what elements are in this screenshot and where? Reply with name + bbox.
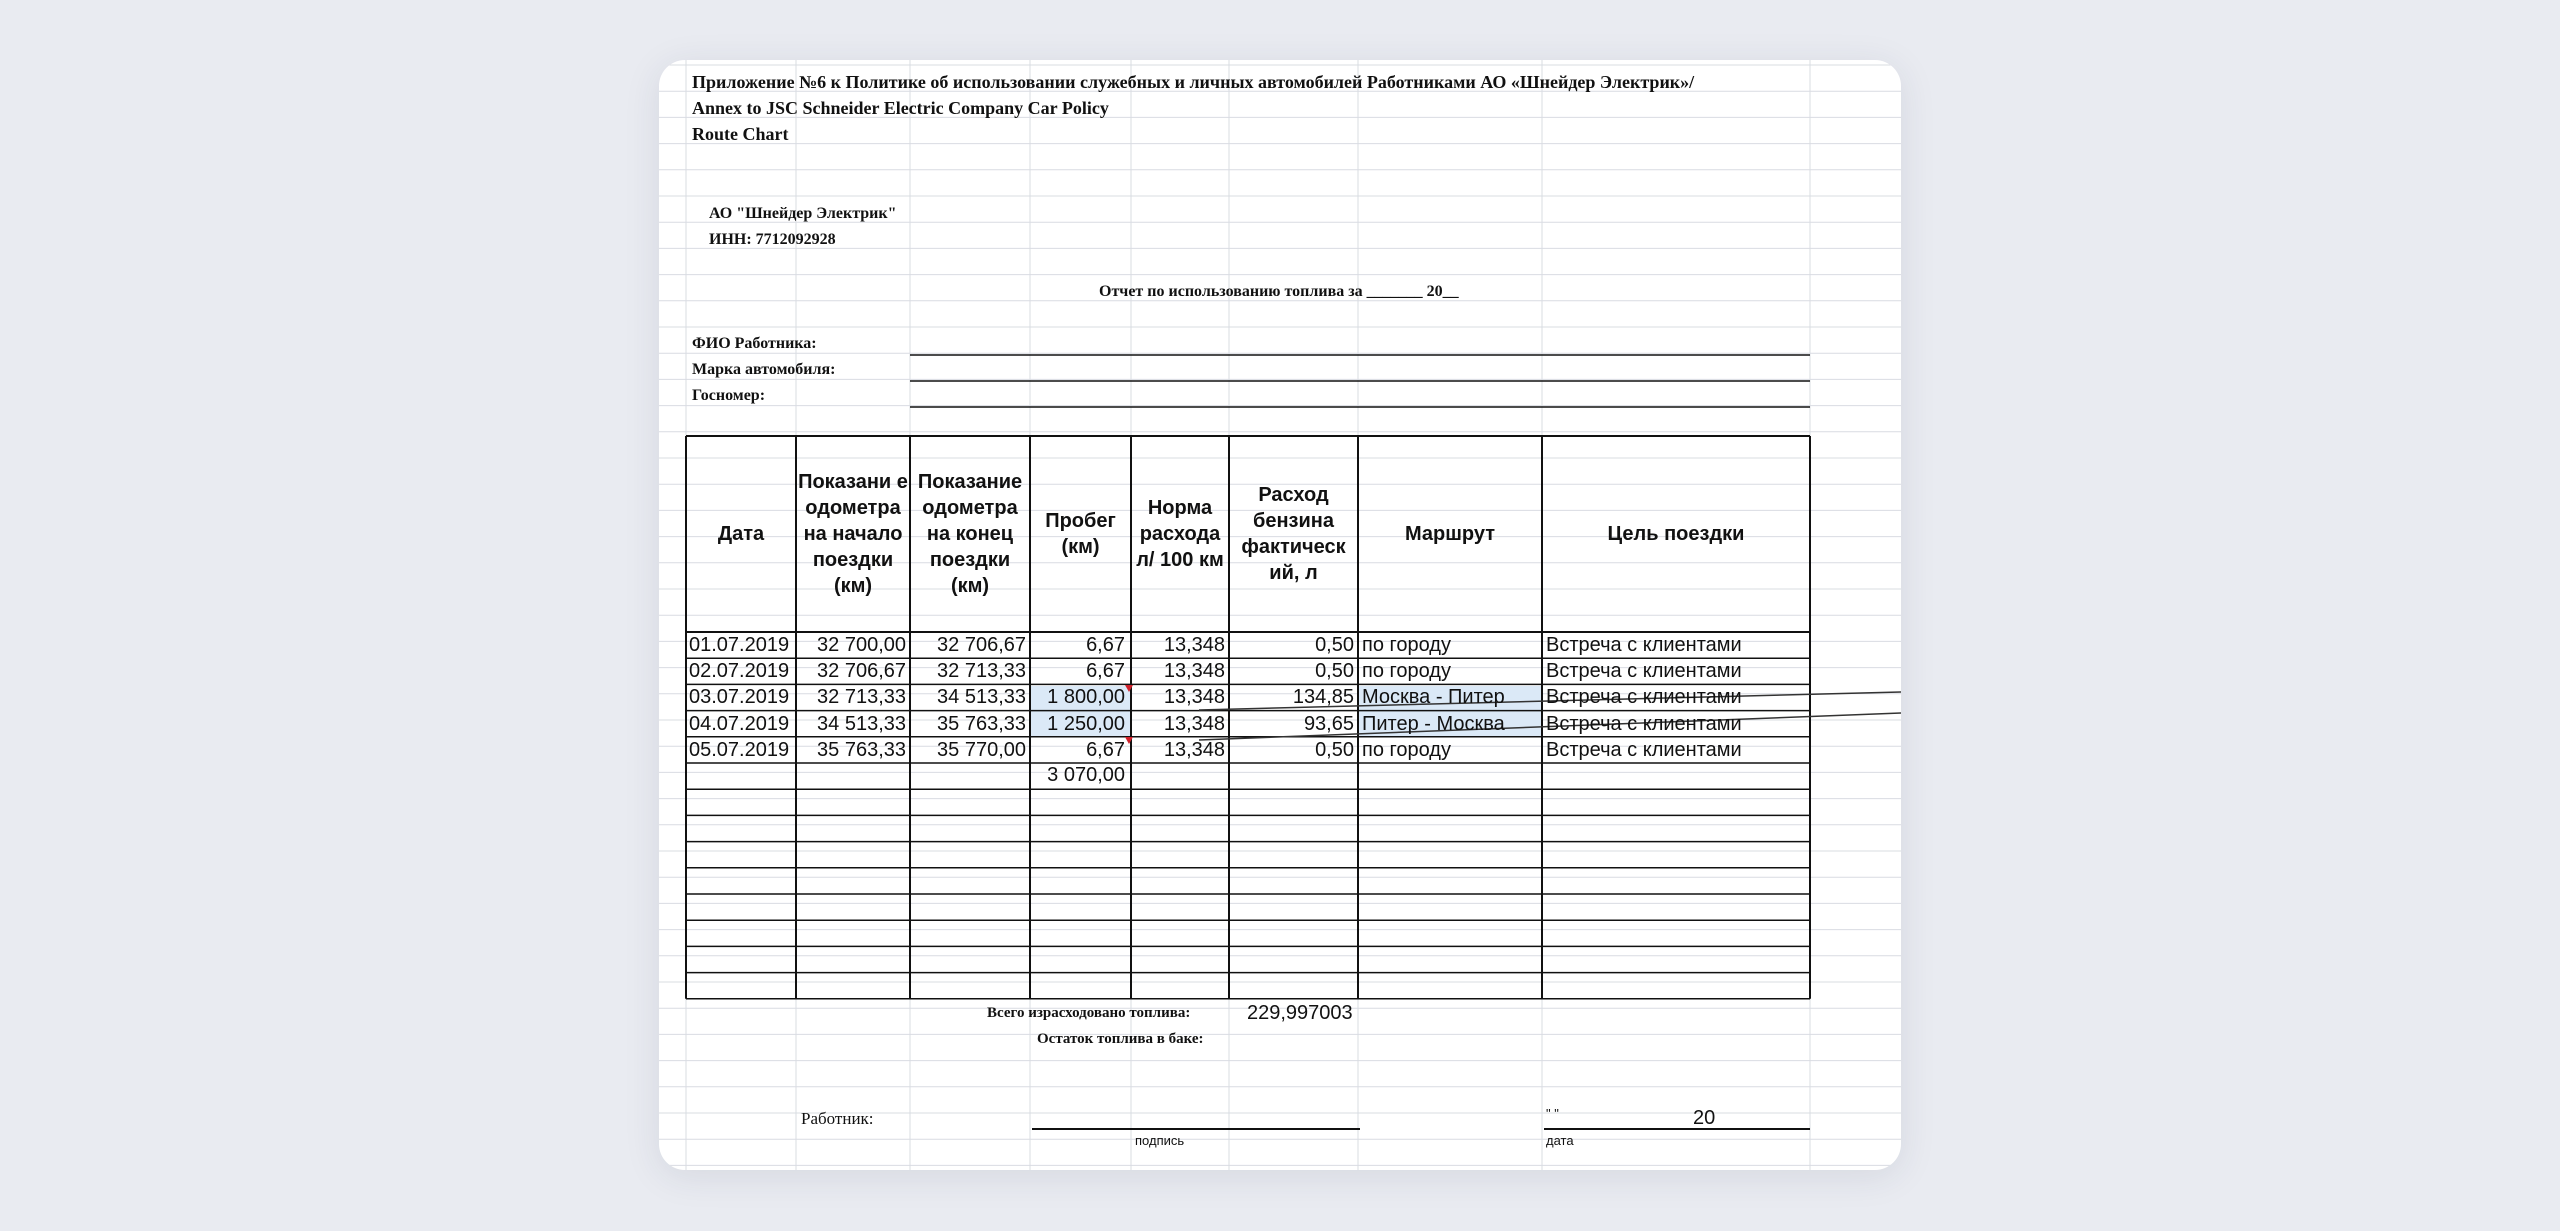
cell-route[interactable]: Москва - Питер: [1362, 686, 1505, 709]
spreadsheet-page: [659, 60, 1901, 1170]
cell-purpose[interactable]: Встреча с клиентами: [1546, 634, 1742, 656]
cell-fuel[interactable]: 0,50: [1315, 634, 1354, 656]
route-chart-title: Route Chart: [692, 124, 789, 144]
cell-date[interactable]: 03.07.2019: [689, 686, 790, 709]
cell-start[interactable]: 32 700,00: [817, 634, 906, 656]
total-mileage: 3 070,00: [1047, 764, 1125, 786]
annex-subtitle: Annex to JSC Schneider Electric Company Car Policy: [692, 98, 1109, 118]
cell-date[interactable]: 04.07.2019: [689, 712, 790, 735]
cell-purpose[interactable]: Встреча с клиентами: [1546, 686, 1742, 709]
plate-label: Госномер:: [692, 387, 766, 404]
fuel-total-value: 229,997003: [1247, 1002, 1353, 1024]
cell-date[interactable]: 01.07.2019: [689, 634, 790, 656]
cell-purpose[interactable]: Встреча с клиентами: [1546, 738, 1742, 761]
col-header-odometer-end: Показание одометра на конец поездки (км): [917, 471, 1023, 597]
col-header-mileage: Пробег (км): [1045, 510, 1116, 558]
cell-start[interactable]: 35 763,33: [817, 738, 906, 761]
employee-sign-label: Работник:: [801, 1109, 874, 1128]
cell-km[interactable]: 6,67: [1086, 738, 1125, 761]
employee-label: ФИО Работника:: [692, 335, 817, 352]
col-header-odometer-start: Показани е одометра на начало поездки (км): [798, 471, 908, 597]
cell-route[interactable]: Питер - Москва: [1362, 712, 1505, 735]
company-inn: ИНН: 7712092928: [709, 231, 836, 248]
cell-end[interactable]: 34 513,33: [937, 686, 1026, 709]
cell-end[interactable]: 32 713,33: [937, 660, 1026, 683]
cell-end[interactable]: 35 763,33: [937, 712, 1026, 735]
cell-norm[interactable]: 13,348: [1163, 634, 1225, 656]
cell-km[interactable]: 1 800,00: [1047, 686, 1125, 709]
cell-fuel[interactable]: 0,50: [1315, 660, 1354, 683]
cell-norm[interactable]: 13,348: [1163, 686, 1225, 709]
cell-km[interactable]: 6,67: [1086, 634, 1125, 656]
cell-km[interactable]: 1 250,00: [1047, 712, 1125, 735]
cell-route[interactable]: по городу: [1362, 660, 1451, 683]
cell-norm[interactable]: 13,348: [1163, 712, 1225, 735]
annex-title: Приложение №6 к Политике об использовании служебных и личных автомобилей Работниками АО «Шнейдер Электрик»/: [692, 72, 1695, 92]
cell-norm[interactable]: 13,348: [1163, 738, 1225, 761]
col-header-fuel: Расход бензина фактическ ий, л: [1241, 484, 1346, 584]
cell-start[interactable]: 32 706,67: [817, 660, 906, 683]
cell-fuel[interactable]: 134,85: [1292, 686, 1354, 709]
cell-purpose[interactable]: Встреча с клиентами: [1546, 712, 1742, 735]
col-header-purpose: Цель поездки: [1607, 523, 1745, 545]
cell-norm[interactable]: 13,348: [1163, 660, 1225, 683]
date-quotes: " ": [1546, 1106, 1559, 1121]
fuel-left-label: Остаток топлива в баке:: [1037, 1031, 1204, 1047]
cell-date[interactable]: 05.07.2019: [689, 738, 790, 761]
signature-line: [1032, 1128, 1360, 1130]
col-header-date: Дата: [717, 523, 765, 545]
cell-end[interactable]: 35 770,00: [937, 738, 1026, 761]
fuel-total-label: Всего израсходовано топлива:: [987, 1005, 1191, 1021]
company-name: АО "Шнейдер Электрик": [709, 205, 897, 222]
date-year: 20: [1693, 1107, 1716, 1129]
cell-start[interactable]: 34 513,33: [817, 712, 906, 735]
col-header-norm: Норма расхода л/ 100 км: [1136, 497, 1224, 571]
report-title: Отчет по использованию топлива за _______ 20__: [1099, 283, 1459, 300]
col-header-route: Маршрут: [1404, 523, 1496, 545]
cell-route[interactable]: по городу: [1362, 738, 1451, 761]
car-label: Марка автомобиля:: [692, 361, 836, 378]
cell-date[interactable]: 02.07.2019: [689, 660, 790, 683]
cell-start[interactable]: 32 713,33: [817, 686, 906, 709]
cell-fuel[interactable]: 0,50: [1315, 738, 1354, 761]
cell-km[interactable]: 6,67: [1086, 660, 1125, 683]
cell-fuel[interactable]: 93,65: [1303, 712, 1354, 735]
signature-caption: подпись: [1135, 1133, 1185, 1148]
cell-purpose[interactable]: Встреча с клиентами: [1546, 660, 1742, 683]
date-caption: дата: [1546, 1133, 1574, 1148]
cell-route[interactable]: по городу: [1362, 634, 1451, 656]
cell-end[interactable]: 32 706,67: [937, 634, 1026, 656]
date-line: [1544, 1128, 1810, 1130]
